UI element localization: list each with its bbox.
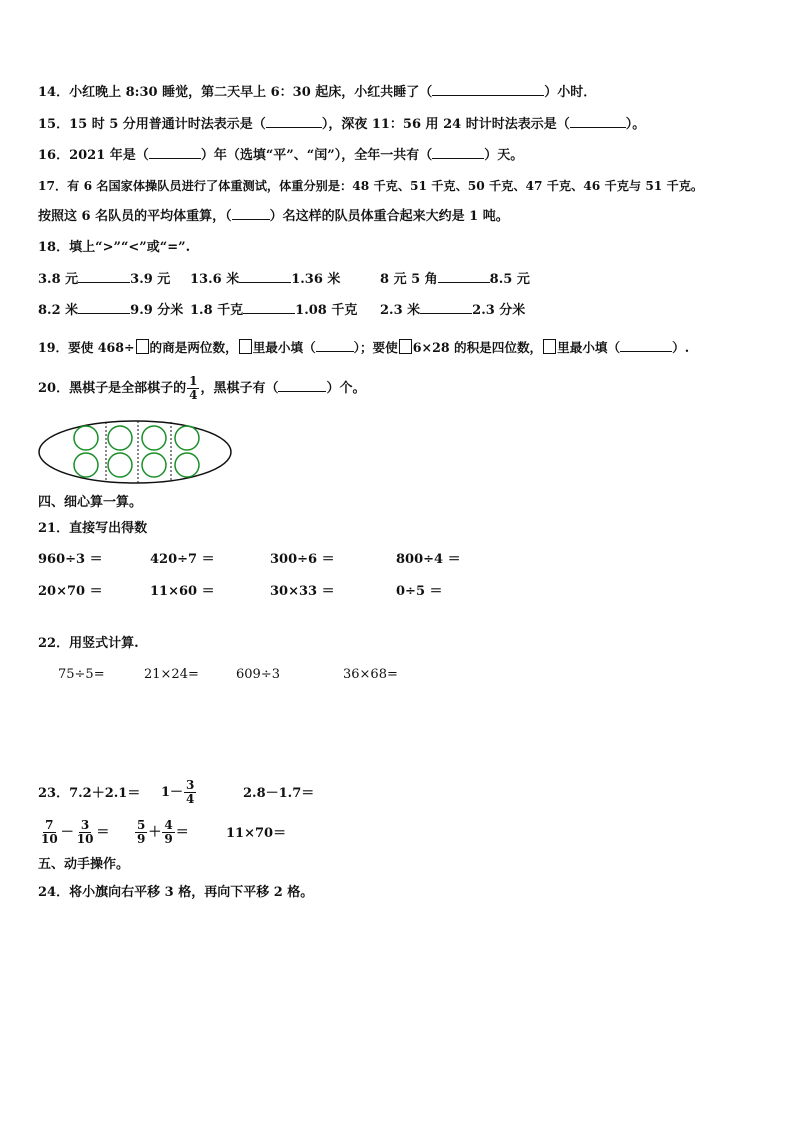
chess-piece — [74, 453, 98, 477]
compare-item: 3.8 元 3.9 元 — [38, 272, 171, 287]
fraction: $\frac{3}{4}$ — [186, 778, 195, 806]
compare-item: 1.8 千克 1.08 千克 — [190, 303, 358, 318]
answer-blank[interactable] — [432, 84, 544, 96]
answer-blank[interactable] — [78, 302, 130, 314]
answer-blank[interactable] — [278, 380, 326, 392]
compare-item: 2.3 米 2.3 分米 — [380, 303, 526, 318]
question-16: 16．2021 年是（ ）年（选填“平”、“闰”），全年一共有（ ）天。 — [38, 148, 524, 163]
fraction: $\frac{1}{4}$ — [189, 374, 198, 402]
answer-blank[interactable] — [570, 116, 626, 128]
expr-mixed: 1－ $\frac{3}{4}$ — [161, 778, 195, 806]
question-14: 14．小红晚上 8:30 睡觉，第二天早上 6：30 起床，小红共睡了（ ）小时． — [38, 85, 597, 100]
vertical-calc-item: 609÷3 — [236, 667, 280, 682]
question-24: 24．将小旗向右平移 3 格，再向下平移 2 格。 — [38, 885, 314, 900]
answer-blank[interactable] — [420, 302, 472, 314]
chess-piece — [108, 453, 132, 477]
compare-item: 8.2 米 9.9 分米 — [38, 303, 184, 318]
chess-piece — [175, 426, 199, 450]
answer-blank[interactable] — [243, 302, 295, 314]
expr: 2.8－1.7＝ — [243, 786, 315, 801]
vertical-calc-item: 36×68= — [343, 667, 398, 682]
fraction: $\frac{7}{10}$ — [41, 818, 58, 846]
calc-item: 11×60 ＝ — [150, 584, 215, 599]
calc-item: 20×70 ＝ — [38, 584, 103, 599]
chess-piece — [74, 426, 98, 450]
question-19: 19．要使 468÷ 的商是两位数， 里最小填（ ）；要使 6×28 的积是四位数， 里最小填（ ）. — [38, 340, 690, 355]
chess-piece — [175, 453, 199, 477]
answer-blank[interactable] — [266, 116, 322, 128]
section-4-title: 四、细心算一算。 — [38, 495, 143, 510]
calc-item: 960÷3 ＝ — [38, 552, 103, 567]
calc-item: 30×33 ＝ — [270, 584, 335, 599]
question-17-line2: 按照这 6 名队员的平均体重算，（ ）名这样的队员体重合起来大约是 1 吨。 — [38, 209, 509, 224]
expr-fraction: $\frac{7}{10}$ － $\frac{3}{10}$ ＝ — [41, 818, 110, 846]
chess-pieces-figure — [36, 418, 234, 486]
fraction: $\frac{5}{9}$ — [137, 818, 146, 846]
compare-item: 13.6 米 1.36 米 — [190, 272, 341, 287]
answer-blank[interactable] — [149, 147, 201, 159]
answer-blank[interactable] — [432, 147, 484, 159]
expr-fraction: $\frac{5}{9}$ ＋ $\frac{4}{9}$ ＝ — [137, 818, 189, 846]
chess-piece — [108, 426, 132, 450]
calc-item: 420÷7 ＝ — [150, 552, 215, 567]
question-21: 21．直接写出得数 — [38, 521, 148, 536]
question-18: 18．填上“>”“<”或“=”. — [38, 240, 191, 255]
calc-item: 0÷5 ＝ — [396, 584, 443, 599]
digit-box[interactable] — [136, 339, 149, 354]
question-15: 15．15 时 5 分用普通计时法表示是（ ），深夜 11：56 用 24 时计时法表示是（ ）。 — [38, 117, 646, 132]
section-5-title: 五、动手操作。 — [38, 857, 130, 872]
fraction: $\frac{4}{9}$ — [164, 818, 173, 846]
compare-item: 8 元 5 角 8.5 元 — [380, 272, 530, 287]
digit-box[interactable] — [239, 339, 252, 354]
chess-piece — [142, 426, 166, 450]
answer-blank[interactable] — [232, 208, 270, 220]
calc-item: 800÷4 ＝ — [396, 552, 461, 567]
answer-blank[interactable] — [438, 271, 490, 283]
answer-blank[interactable] — [239, 271, 291, 283]
answer-blank[interactable] — [620, 340, 672, 352]
answer-blank[interactable] — [78, 271, 130, 283]
vertical-calc-item: 21×24= — [144, 667, 199, 682]
digit-box[interactable] — [543, 339, 556, 354]
tray-outline — [39, 421, 231, 483]
question-23: 23．7.2＋2.1＝ — [38, 786, 141, 801]
digit-box[interactable] — [399, 339, 412, 354]
question-20: 20．黑棋子是全部棋子的 $\frac{1}{4}$ ，黑棋子有（ ）个。 — [38, 374, 366, 402]
question-17: 17．有 6 名国家体操队员进行了体重测试，体重分别是：48 千克、51 千克、50 千克、47 千克、46 千克与 51 千克。 — [38, 179, 704, 193]
question-22: 22．用竖式计算. — [38, 636, 139, 651]
vertical-calc-item: 75÷5= — [58, 667, 105, 682]
expr: 11×70＝ — [226, 826, 287, 841]
answer-blank[interactable] — [316, 340, 354, 352]
calc-item: 300÷6 ＝ — [270, 552, 335, 567]
fraction: $\frac{3}{10}$ — [76, 818, 94, 846]
chess-piece — [142, 453, 166, 477]
